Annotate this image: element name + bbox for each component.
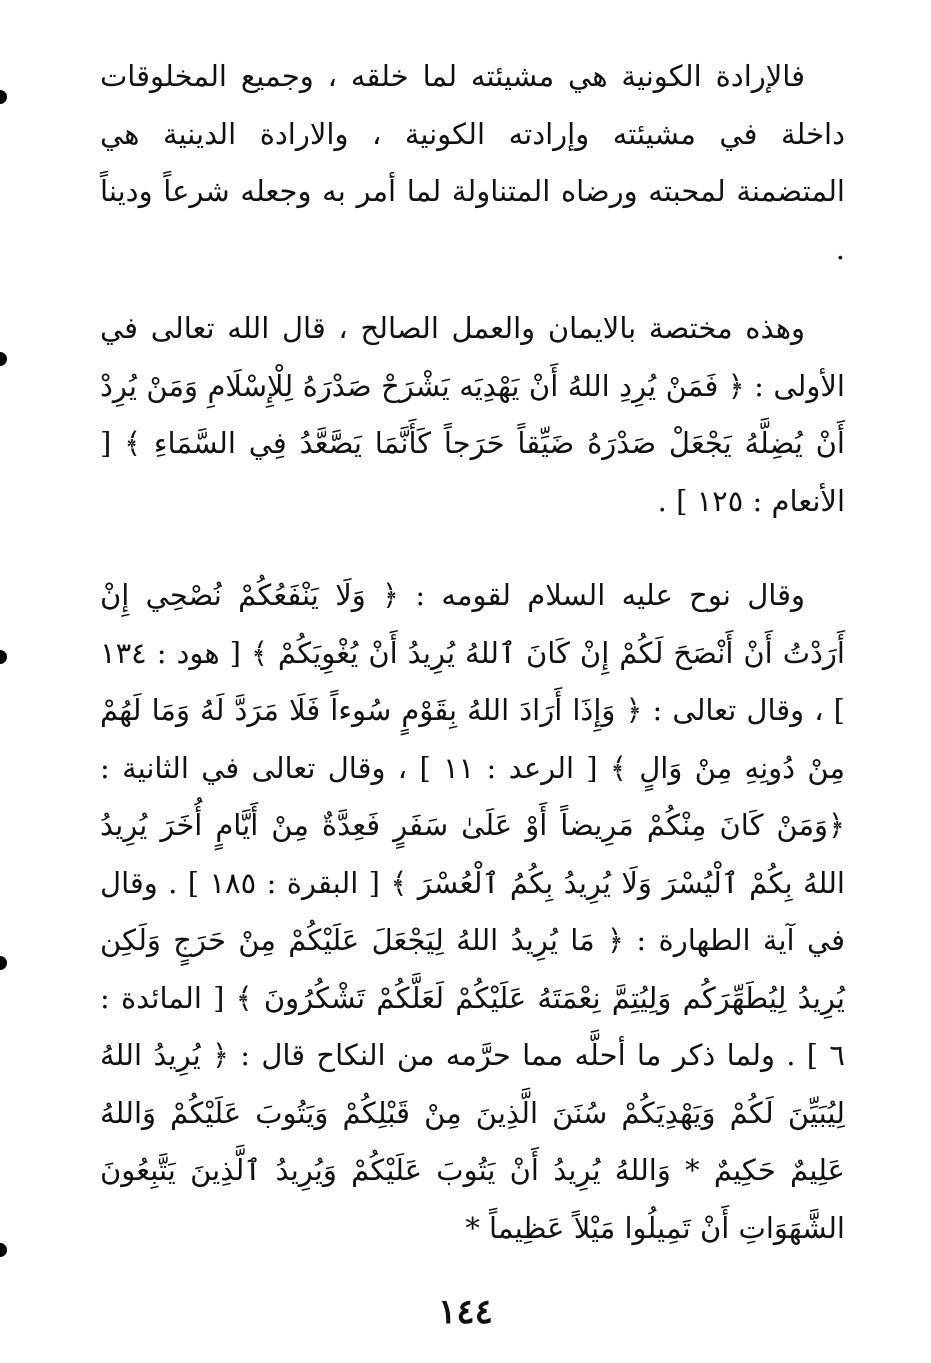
paragraph-2 [100,300,845,530]
binding-mark [0,90,7,104]
paragraph-text: فالإرادة الكونية هي مشيئته لما خلقه ، وجميع المخلوقات داخلة في مشيئته وإرادته الكونية ، والارادة الدينية هي المتضمنة لمحبته ورضاه المتناولة لما أمر به وجعله شرعاً وديناً . [100,59,845,266]
binding-mark [0,1243,7,1257]
binding-mark [0,956,7,970]
paragraph-text: وهذه مختصة بالايمان والعمل الصالح ، قال الله تعالى في الأولى : ﴿ فَمَنْ يُرِدِ اللهُ أَنْ يَهْدِيَه يَشْرَحْ صَدْرَهُ لِلْإِسْلَامِ وَمَنْ يُرِدْ أَنْ يُضِلَّهُ يَجْعَلْ صَدْرَهُ ضَيِّقاً حَرَجاً كَأَنَّمَا يَصَّعَّدُ فِي السَّمَاءِ ﴾ [ الأنعام : ١٢٥ ] . [100,311,845,518]
paragraph-text: وقال نوح عليه السلام لقومه : ﴿ وَلَا يَنْفَعُكُمْ نُصْحِي إِنْ أَرَدْتُ أَنْ أَنْصَحَ لَكُمْ إِنْ كَانَ ٱللهُ يُرِيدُ أَنْ يُغْوِيَكُمْ ﴾ [ هود : ١٣٤ ] ، وقال تعالى : ﴿ وَإِذَا أَرَادَ اللهُ بِقَوْمٍ سُوءاً فَلَا مَرَدَّ لَهُ وَمَا لَهُمْ مِنْ دُونِهِ مِنْ وَالٍ ﴾ [ الرعد : ١١ ] ، وقال تعالى في الثانية : ﴿وَمَنْ كَانَ مِنْكُمْ مَرِيضاً أَوْ عَلَىٰ سَفَرٍ فَعِدَّةٌ مِنْ أَيَّامٍ أُخَرَ يُرِيدُ اللهُ بِكُمْ ٱلْيُسْرَ وَلَا يُرِيدُ بِكُمُ ٱلْعُسْرَ ﴾ [ البقرة : ١٨٥ ] . وقال في آية الطهارة : ﴿ مَا يُرِيدُ اللهُ لِيَجْعَلَ عَلَيْكُمْ مِنْ حَرَجٍ وَلَكِن يُرِيدُ لِيُطَهِّرَكُم وَلِيُتِمَّ نِعْمَتَهُ عَلَيْكُمْ لَعَلَّكُمْ تَشْكُرُونَ ﴾ [ المائدة : ٦ ] . ولما ذكر ما أحلَّه مما حرَّمه من النكاح قال : ﴿ يُرِيدُ اللهُ لِيُبَيِّنَ لَكُمْ وَيَهْدِيَكُمْ سُنَنَ الَّذِينَ مِنْ قَبْلِكُمْ وَيَتُوبَ عَلَيْكُمْ وَاللهُ عَلِيمٌ حَكِيمٌ * وَاللهُ يُرِيدُ أَنْ يَتُوبَ عَلَيْكُمْ وَيُرِيدُ ٱلَّذِينَ يَتَّبِعُونَ الشَّهَوَاتِ أَنْ تَمِيلُوا مَيْلاً عَظِيماً * [100,578,845,1245]
paragraph-3 [100,567,845,1257]
page-number: ١٤٤ [438,1292,493,1332]
binding-mark [0,650,7,664]
paragraph-1 [100,48,845,278]
binding-mark [0,352,7,366]
